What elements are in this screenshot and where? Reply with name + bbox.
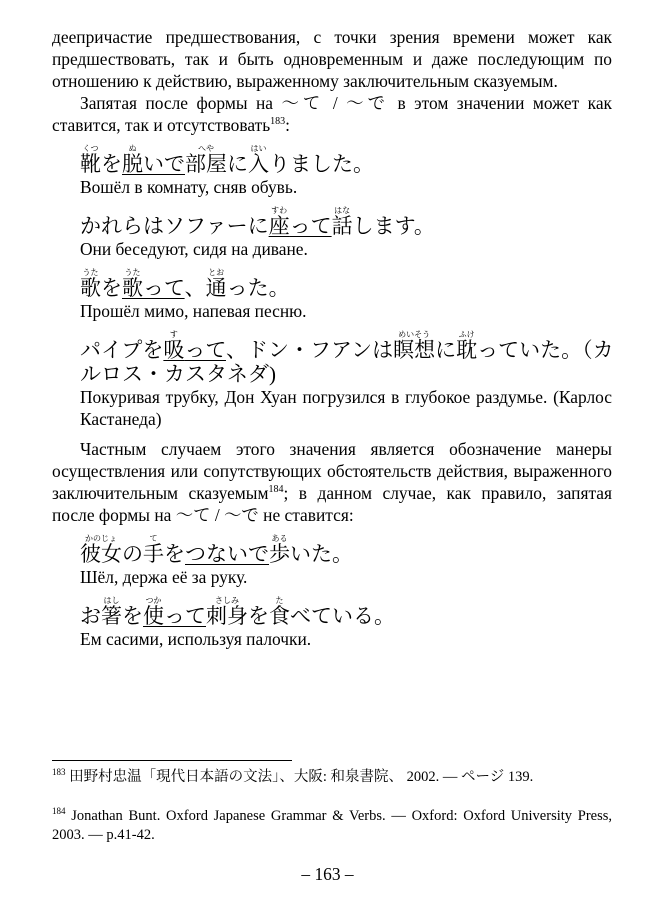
example-3-japanese: 歌うたを歌うたって、通とおった。 [80, 268, 290, 300]
example-4-translation: Покуривая трубку, Дон Хуан погрузился в глубокое раздумье. (Карлос Кастанеда) [80, 387, 612, 429]
paragraph-2 [52, 92, 612, 136]
paragraph-2-text: Запятая после формы на ～て / ～で в этом значении может как ставится, так и отсутствовать [52, 93, 612, 135]
example-6-japanese: お箸はしを使つかって刺身さしみを食たべている。 [80, 596, 395, 628]
example-5 [52, 534, 612, 588]
footnote-separator [52, 760, 292, 761]
page-number: – 163 – [301, 864, 354, 884]
example-2-translation: Они беседуют, сидя на диване. [80, 239, 308, 259]
footnote-183-text: 田野村忠温「現代日本語の文法」、大阪: 和泉書院、 2002. — ページ 139. [69, 769, 534, 785]
footnote-ref-183: 183 [270, 116, 286, 128]
example-1-japanese: 靴くつを脱ぬいで部屋へやに入はいりました。 [80, 144, 374, 176]
footnote-184 [52, 807, 612, 845]
example-4-japanese-line-1: パイプを吸すって、ドン・フアンは瞑想めいそうに耽ふけっていた。（カ [80, 330, 614, 362]
example-5-japanese: 彼女かのじょの手てをつないで歩あるいた。 [80, 534, 353, 566]
example-3 [52, 268, 612, 322]
example-1-translation: Вошёл в комнату, сняв обувь. [80, 177, 298, 197]
ruby-kutsu: 靴くつ [80, 144, 101, 176]
paragraph-2-colon: : [285, 115, 290, 135]
underlined-form: 吸すって [163, 330, 226, 362]
footnote-184-number: 184 [52, 806, 66, 817]
underlined-form: 座すわって [268, 206, 332, 238]
example-4 [52, 330, 612, 430]
underlined-form: つないで [185, 542, 269, 566]
footnote-184-text: Jonathan Bunt. Oxford Japanese Grammar & Verbs. — Oxford: Oxford University Press, 2003. — p.41-42. [52, 808, 612, 843]
example-6-translation: Ем сасими, используя палочки. [80, 629, 312, 649]
footnote-ref-184: 184 [268, 484, 284, 496]
page-body [52, 26, 612, 650]
example-4-japanese-line-2: ルロス・カスタネダ) [80, 362, 276, 386]
paragraph-3-text: Частным случаем этого значения является обозначение манеры осуществления или сопутствующих обстоятельств действия, выраженного заключительным сказуемым [52, 439, 612, 503]
example-2-japanese: かれらはソファーに座すわって話はなします。 [80, 206, 435, 238]
underlined-form: 使つかって [143, 596, 206, 628]
paragraph-1 [52, 26, 612, 92]
footnote-183 [52, 768, 612, 787]
paragraph-3 [52, 438, 612, 526]
underlined-form: 脱ぬいで [122, 144, 185, 176]
example-6 [52, 596, 612, 650]
example-2 [52, 206, 612, 260]
footnote-183-number: 183 [52, 767, 66, 778]
example-5-translation: Шёл, держа её за руку. [80, 567, 248, 587]
paragraph-1-text: деепричастие предшествования, с точки зрения времени может как предшествовать, так и быть одновременным и даже последующим по отношению к действию, выраженному заключительным сказуемым. [52, 27, 612, 91]
paragraph-3-text-end: ; в данном случае, как правило, запятая после формы на ～て / ～で не ставится: [52, 483, 612, 525]
underlined-form: 歌うたって [122, 268, 185, 300]
example-3-translation: Прошёл мимо, напевая песню. [80, 301, 307, 321]
example-1 [52, 144, 612, 198]
